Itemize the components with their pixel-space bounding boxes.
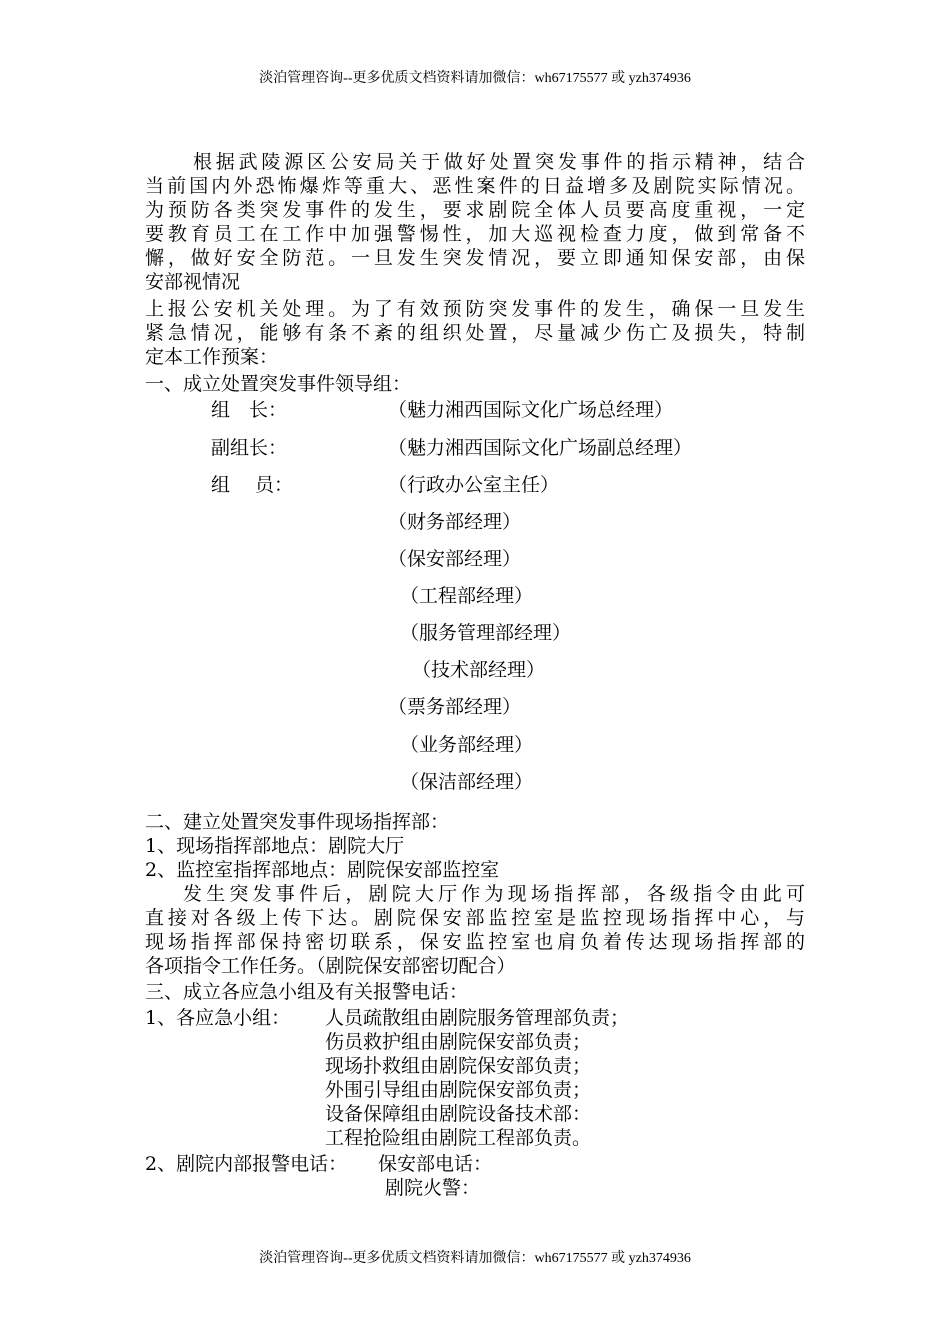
section-2-para-line: 各项指令工作任务。（剧院保安部密切配合） <box>145 955 516 977</box>
section-3-title: 三、成立各应急小组及有关报警电话： <box>145 981 469 1003</box>
intro-line: 上报公安机关处理。为了有效预防突发事件的发生，确保一旦发生 <box>145 298 805 320</box>
section-2-para-line: 直接对各级上传下达。剧院保安部监控室是监控现场指挥中心，与 <box>145 907 805 929</box>
member-item: （行政办公室主任） <box>388 474 560 496</box>
leader-label: 组 长： <box>211 399 288 421</box>
intro-line: 安部视情况 <box>145 271 241 293</box>
member-item: （技术部经理） <box>412 659 546 681</box>
section-1-title: 一、成立处置突发事件领导组： <box>145 373 412 395</box>
deputy-label: 副组长： <box>211 437 288 459</box>
member-item: （业务部经理） <box>400 734 534 756</box>
intro-line: 紧急情况，能够有条不紊的组织处置，尽量减少伤亡及损失，特制 <box>145 322 805 344</box>
page-footer: 淡泊管理咨询--更多优质文档资料请加微信：wh67175577 或 yzh374936 <box>259 1251 691 1266</box>
intro-line: 为预防各类突发事件的发生，要求剧院全体人员要高度重视，一定 <box>145 199 805 221</box>
group-item: 现场扑救组由剧院保安部负责； <box>325 1055 592 1077</box>
group-item: 设备保障组由剧院设备技术部： <box>325 1103 592 1125</box>
member-item: （财务部经理） <box>388 511 522 533</box>
member-item: （工程部经理） <box>400 585 534 607</box>
member-item: （保洁部经理） <box>400 771 534 793</box>
phone-label: 2、剧院内部报警电话： <box>145 1153 348 1175</box>
member-item: （保安部经理） <box>388 548 522 570</box>
group-item: 伤员救护组由剧院保安部负责； <box>325 1031 592 1053</box>
intro-line: 要教育员工在工作中加强警惕性，加大巡视检查力度，做到常备不 <box>145 223 805 245</box>
group-item: 工程抢险组由剧院工程部负责。 <box>325 1127 592 1149</box>
section-2-item: 2、监控室指挥部地点：剧院保安部监控室 <box>145 859 500 881</box>
intro-line: 当前国内外恐怖爆炸等重大、恶性案件的日益增多及剧院实际情况。 <box>145 175 805 197</box>
groups-label: 1、各应急小组： <box>145 1007 291 1029</box>
section-2-title: 二、建立处置突发事件现场指挥部： <box>145 811 450 833</box>
intro-line: 根据武陵源区公安局关于做好处置突发事件的指示精神，结合 <box>193 151 805 173</box>
section-2-para-line: 发生突发事件后，剧院大厅作为现场指挥部，各级指令由此可 <box>183 883 805 905</box>
members-label: 组 员： <box>211 474 294 496</box>
group-item: 人员疏散组由剧院服务管理部负责； <box>325 1007 630 1029</box>
deputy-value: （魅力湘西国际文化广场副总经理） <box>388 437 693 459</box>
phone-item: 保安部电话： <box>378 1153 493 1175</box>
intro-line: 定本工作预案： <box>145 346 279 368</box>
leader-value: （魅力湘西国际文化广场总经理） <box>388 399 674 421</box>
group-item: 外围引导组由剧院保安部负责； <box>325 1079 592 1101</box>
page-header: 淡泊管理咨询--更多优质文档资料请加微信：wh67175577 或 yzh374936 <box>259 71 691 86</box>
intro-line: 懈，做好安全防范。一旦发生突发情况，要立即通知保安部，由保 <box>145 247 805 269</box>
phone-item: 剧院火警： <box>385 1177 481 1199</box>
member-item: （服务管理部经理） <box>400 622 572 644</box>
section-2-para-line: 现场指挥部保持密切联系，保安监控室也肩负着传达现场指挥部的 <box>145 931 805 953</box>
member-item: （票务部经理） <box>388 696 522 718</box>
section-2-item: 1、现场指挥部地点：剧院大厅 <box>145 835 405 857</box>
